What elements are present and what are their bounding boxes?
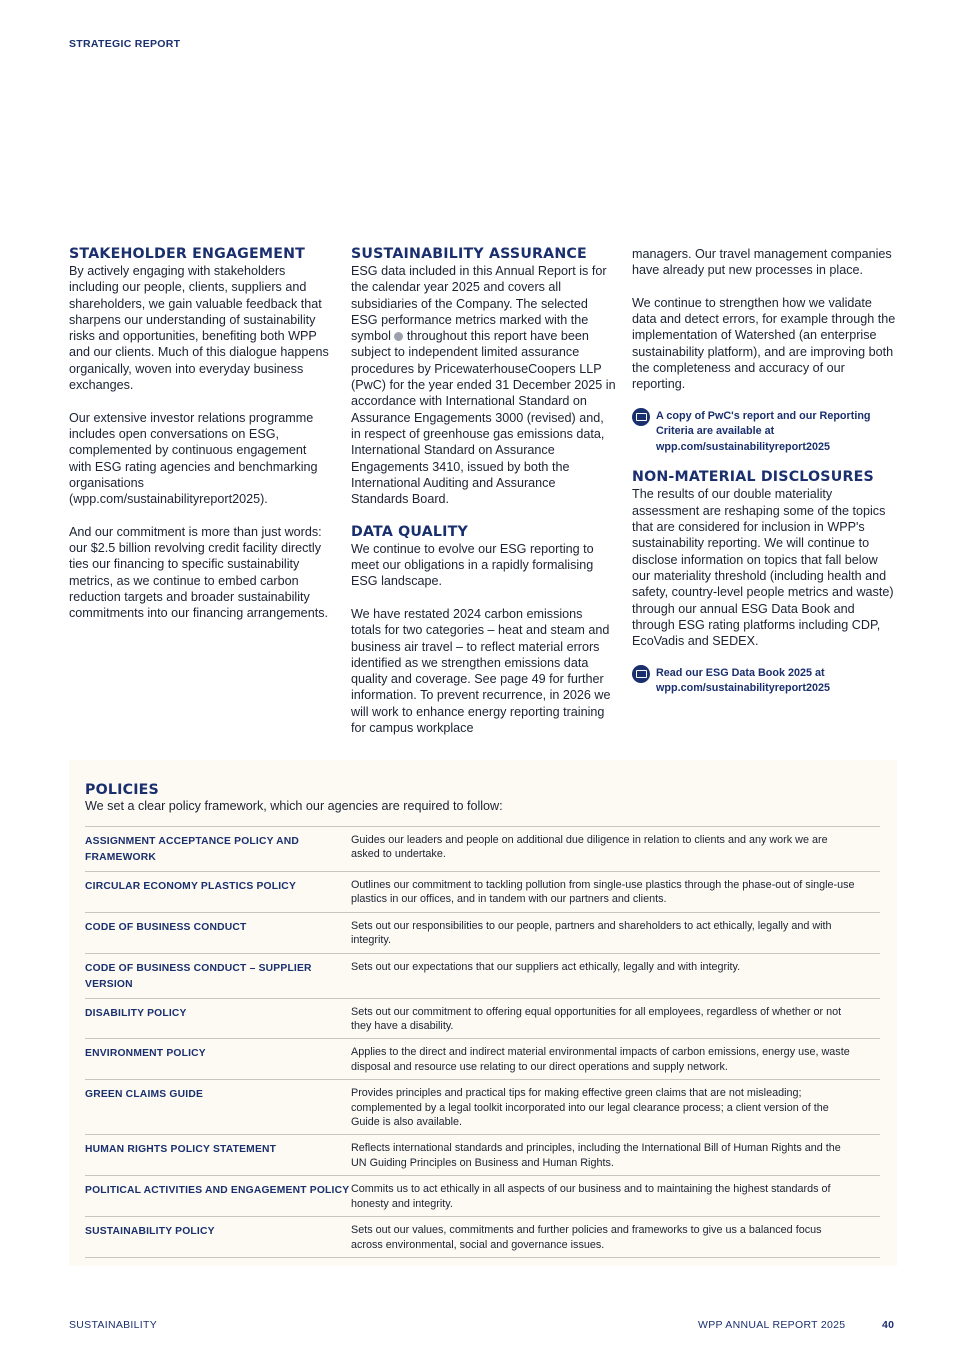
table-row [85,1080,880,1135]
policy-description: Outlines our commitment to tackling pollution from single-use plastics through the phase-out of single-use plastics in our offices, and in tandem with our partners and clients. [351,879,855,906]
policy-name: GREEN CLAIMS GUIDE [85,1089,204,1101]
screen-icon [632,665,650,683]
policy-name: HUMAN RIGHTS POLICY STATEMENT [85,1144,277,1156]
policy-name: ENVIRONMENT POLICY [85,1048,206,1060]
pwc-report-link[interactable]: A copy of PwC's report and our Reporting Criteria are available at wpp.com/sustainabilityreport2025 [656,409,871,453]
assurance-symbol-icon [394,332,403,341]
page-number: 40 [882,1319,895,1331]
assurance-heading: SUSTAINABILITY ASSURANCE [351,246,587,262]
esg-databook-callout[interactable] [632,666,897,697]
stakeholder-heading: STAKEHOLDER ENGAGEMENT [69,246,306,262]
policy-description: Sets out our responsibilities to our people, partners and shareholders to act ethically, legally and with integrity. [351,919,832,947]
policies-table [85,826,880,1258]
policy-description: Sets out our values, commitments and further policies and frameworks to give us a balanced focus across environmental, social and governance issues. [351,1224,822,1251]
policy-name: SUSTAINABILITY POLICY [85,1226,215,1238]
table-row [85,999,880,1040]
policies-heading: POLICIES [85,782,159,798]
esg-databook-link[interactable]: Read our ESG Data Book 2025 at wpp.com/sustainabilityreport2025 [656,666,830,695]
screen-icon [632,408,650,426]
data-quality-paragraph-3: managers. Our travel management companies have already put new processes in place. [632,247,892,278]
stakeholder-column [69,246,331,638]
data-quality-heading: DATA QUALITY [351,523,468,540]
footer-section-label: SUSTAINABILITY [69,1319,158,1331]
policy-name: CODE OF BUSINESS CONDUCT – SUPPLIER VERSION [85,962,312,990]
data-quality-paragraph-4: We continue to strengthen how we validate data and detect errors, for example through the implementation of Watershed (an enterprise sustainability platform), and are improving both the completeness and accuracy of our reporting. [632,295,896,392]
stakeholder-paragraph-2: Our extensive investor relations programme includes open conversations on ESG, complemented by continuous engagement with ESG rating agencies and benchmarking organisations (wpp.com/sustainabilityreport2025). [69,410,318,507]
policy-description: Applies to the direct and indirect material environmental impacts of carbon emissions, energy use, waste disposal and resource use relating to our direct operations and supply network. [351,1046,850,1073]
policy-description: Sets out our commitment to offering equal opportunities for all employees, regardless of whether or not they have a disability. [351,1005,842,1033]
right-column [632,246,897,711]
policy-name: POLITICAL ACTIVITIES AND ENGAGEMENT POLICY [85,1185,350,1197]
assurance-text-a: ESG data included in this Annual Report is for the calendar year 2025 and covers all subsidiaries of the Company. The selected ESG performance metrics marked with the symbol [351,264,607,344]
table-row [85,1217,880,1258]
assurance-paragraph [351,263,616,507]
policy-name: DISABILITY POLICY [85,1007,187,1019]
data-quality-paragraph-1: We continue to evolve our ESG reporting to meet our obligations in a rapidly formalising ESG landscape. [351,541,594,589]
policies-panel [69,760,897,1266]
policy-description: Guides our leaders and people on additional due diligence in relation to clients and any work we are asked to undertake. [351,834,828,861]
policy-description: Provides principles and practical tips for making effective green claims that are not misleading; complemented by a legal toolkit incorporated into our legal clearance process; a client version of the Guide is also available. [351,1087,829,1129]
table-row [85,913,880,954]
policy-name: CODE OF BUSINESS CONDUCT [85,921,247,933]
policy-description: Reflects international standards and principles, including the International Bill of Human Rights and the UN Guiding Principles on Business and Human Rights. [351,1142,841,1169]
table-row [85,1135,880,1176]
policy-name: ASSIGNMENT ACCEPTANCE POLICY AND FRAMEWORK [85,836,300,863]
policies-intro: We set a clear policy framework, which our agencies are required to follow: [85,799,503,813]
assurance-column [351,246,616,753]
table-row [85,872,880,913]
pwc-report-callout[interactable] [632,409,897,456]
policy-name: CIRCULAR ECONOMY PLASTICS POLICY [85,881,297,892]
assurance-text-b: throughout this report have been subject to independent limited assurance procedures by PricewaterhouseCoopers LLP (PwC) for the year ended 31 December 2025 in accordance with International Standard on Assurance Engagements 3000 (revised) and, in respect of greenhouse gas emissions data, International Standard on Assurance Engagements 3410, issued by both the International Auditing and Assurance Standards Board. [351,329,616,507]
policy-description: Commits us to act ethically in all aspects of our business and to maintaining the highest standards of honesty and integrity. [351,1183,831,1210]
stakeholder-paragraph-3: And our commitment is more than just words: our $2.5 billion revolving credit facility directly ties our financing to specific sustainability metrics, as we continue to embed carbon reduction targets and broader sustainability commitments into our financing arrangements. [69,524,328,621]
policy-description: Sets out our expectations that our suppliers act ethically, legally and with integrity. [351,960,741,973]
section-header: STRATEGIC REPORT [69,38,181,50]
non-material-heading: NON-MATERIAL DISCLOSURES [632,469,874,486]
non-material-paragraph: The results of our double materiality assessment are reshaping some of the topics that are considered for inclusion in WPP's sustainability reporting. We will continue to disclose information on topics that fall below our materiality threshold (including health and safety, country-level people metrics and waste) through our annual ESG Data Book and through ESG rating platforms including CDP, EcoVadis and SEDEX. [632,487,894,649]
stakeholder-paragraph-1: By actively engaging with stakeholders including our people, clients, suppliers and shareholders, we gain valuable feedback that sharpens our understanding of sustainability risks and opportunities, benefiting both WPP and our clients. Much of this dialogue happens organically, woven into everyday business exchanges. [69,264,329,393]
table-row [85,1039,880,1080]
table-row [85,827,880,872]
data-quality-paragraph-2: We have restated 2024 carbon emissions totals for two categories – heat and steam and business air travel – to reflect material errors identified as we strengthen emissions data quality and coverage. See page 49 for further information. To prevent recurrence, in 2026 we will work to enhance energy reporting training for campus workplace [351,606,611,736]
table-row [85,1176,880,1217]
table-row [85,954,880,999]
footer-report-title: WPP ANNUAL REPORT 2025 [698,1319,846,1331]
